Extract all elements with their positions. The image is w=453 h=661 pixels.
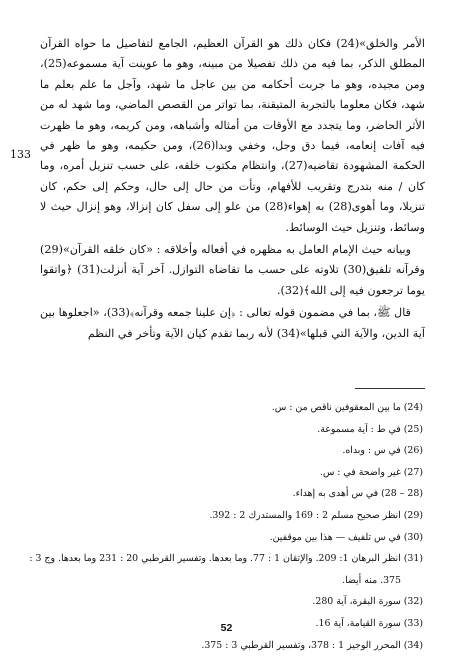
footnote-divider — [355, 388, 425, 389]
footnote-29: (29) انظر صحيح مسلم 2 : 169 والمستدرك 2 : 392. — [209, 509, 423, 521]
footnote-34: (34) المحرر الوجيز 1 : 378، وتفسير القرطبي 3 : 375. — [201, 639, 423, 651]
footnote-31: (31) انظر البرهان 1: 209. والإتقان 1 : 77. وما بعدها. وتفسير القرطبي 20 : 231 وما بعدها. وج 3 : — [29, 553, 423, 565]
footnote-31-continued: 375. منه أيضا. — [342, 574, 401, 586]
footnote-33: (33) سورة القيامة، آية 16. — [315, 617, 423, 629]
footnote-24: (24) ما بين المعقوفين ناقص من : س. — [271, 402, 423, 413]
paragraph-3: قال ﷺ، بما في مضمون قوله تعالى : ﴿إن علينا جمعه وقرآنه﴾(33)، «اجعلوها بين آية الدين، والآية التي قبلها»(34) لأنه ربما تقدم كيان الآية وتأخر في النظم — [40, 306, 425, 340]
footnote-32: (32) سورة البقرة، آية 280. — [312, 596, 423, 608]
paragraph-2: وبيانه حيث الإمام العامل به مظهره في أفعاله وأخلاقه : «كان خلقه القرآن»(29) وقرآنه تلفيق(30) تلاوته على حسب ما تقاضاه التوازل. آخر آية أنزلت(31) ﴿واتقوا يوما ترجعون فيه إلى الله﴾(32). — [40, 243, 425, 297]
footnotes — [29, 397, 423, 656]
main-text — [40, 34, 425, 344]
footnote-28: (28 – 28) في س أهدى به إهداء. — [292, 488, 423, 500]
footnote-30: (30) في س تلفيف — هذا بين موقفين. — [269, 531, 423, 543]
footnote-26: (26) في س : وبداه. — [342, 445, 423, 457]
margin-page-number: 133 — [10, 148, 31, 161]
footnote-27: (27) غير واضحة في : س. — [319, 466, 423, 478]
page-number: 52 — [220, 622, 233, 634]
paragraph-1: الأمر والخلق»(24) فكان ذلك هو القرآن العظيم، الجامع لتفاصيل ما حواه القرآن المطلق الذكر، بما فيه من ذلك تفصيلا من مبينه، وهو ما عوينت آية مسموعه(25)، ومن مجيده، وهو ما جربت أحكامه من بين عاجل ما شهد، وآجل ما علم بعلم ما شهد، فكان معلوما بالتجربة المتيقنة، بما تواتر من القصص الماضي، وما شهد له من الأثر الحاضر، وما يتجدد مع الأوقات من أمثاله وأشباهه، ومن كريمه، وهو ما ظهرت فيه آفات إنعامه، فيما دق وجل، وخفي وبدا(26)، ومن حكيمه، وهو ما ظهر في الحكمة المشهودة تقاضيه(27)، وانتظام مكتوب خلقه، على حسب تنزيل أمره، وما كان / منه بتدرج وتقريب للأفهام، وتأت من حال إلى حال، وحكم إلى حكم، كان تنزيلا، وما أهوى(28) به إهواء(28) من علو إلى سفل كان إنزالا، وهو إنزال حيث لا وسائط، وتنزيل حيث الوسائط. — [40, 37, 425, 234]
footnote-25: (25) في ط : آية مسموعة. — [317, 423, 423, 435]
